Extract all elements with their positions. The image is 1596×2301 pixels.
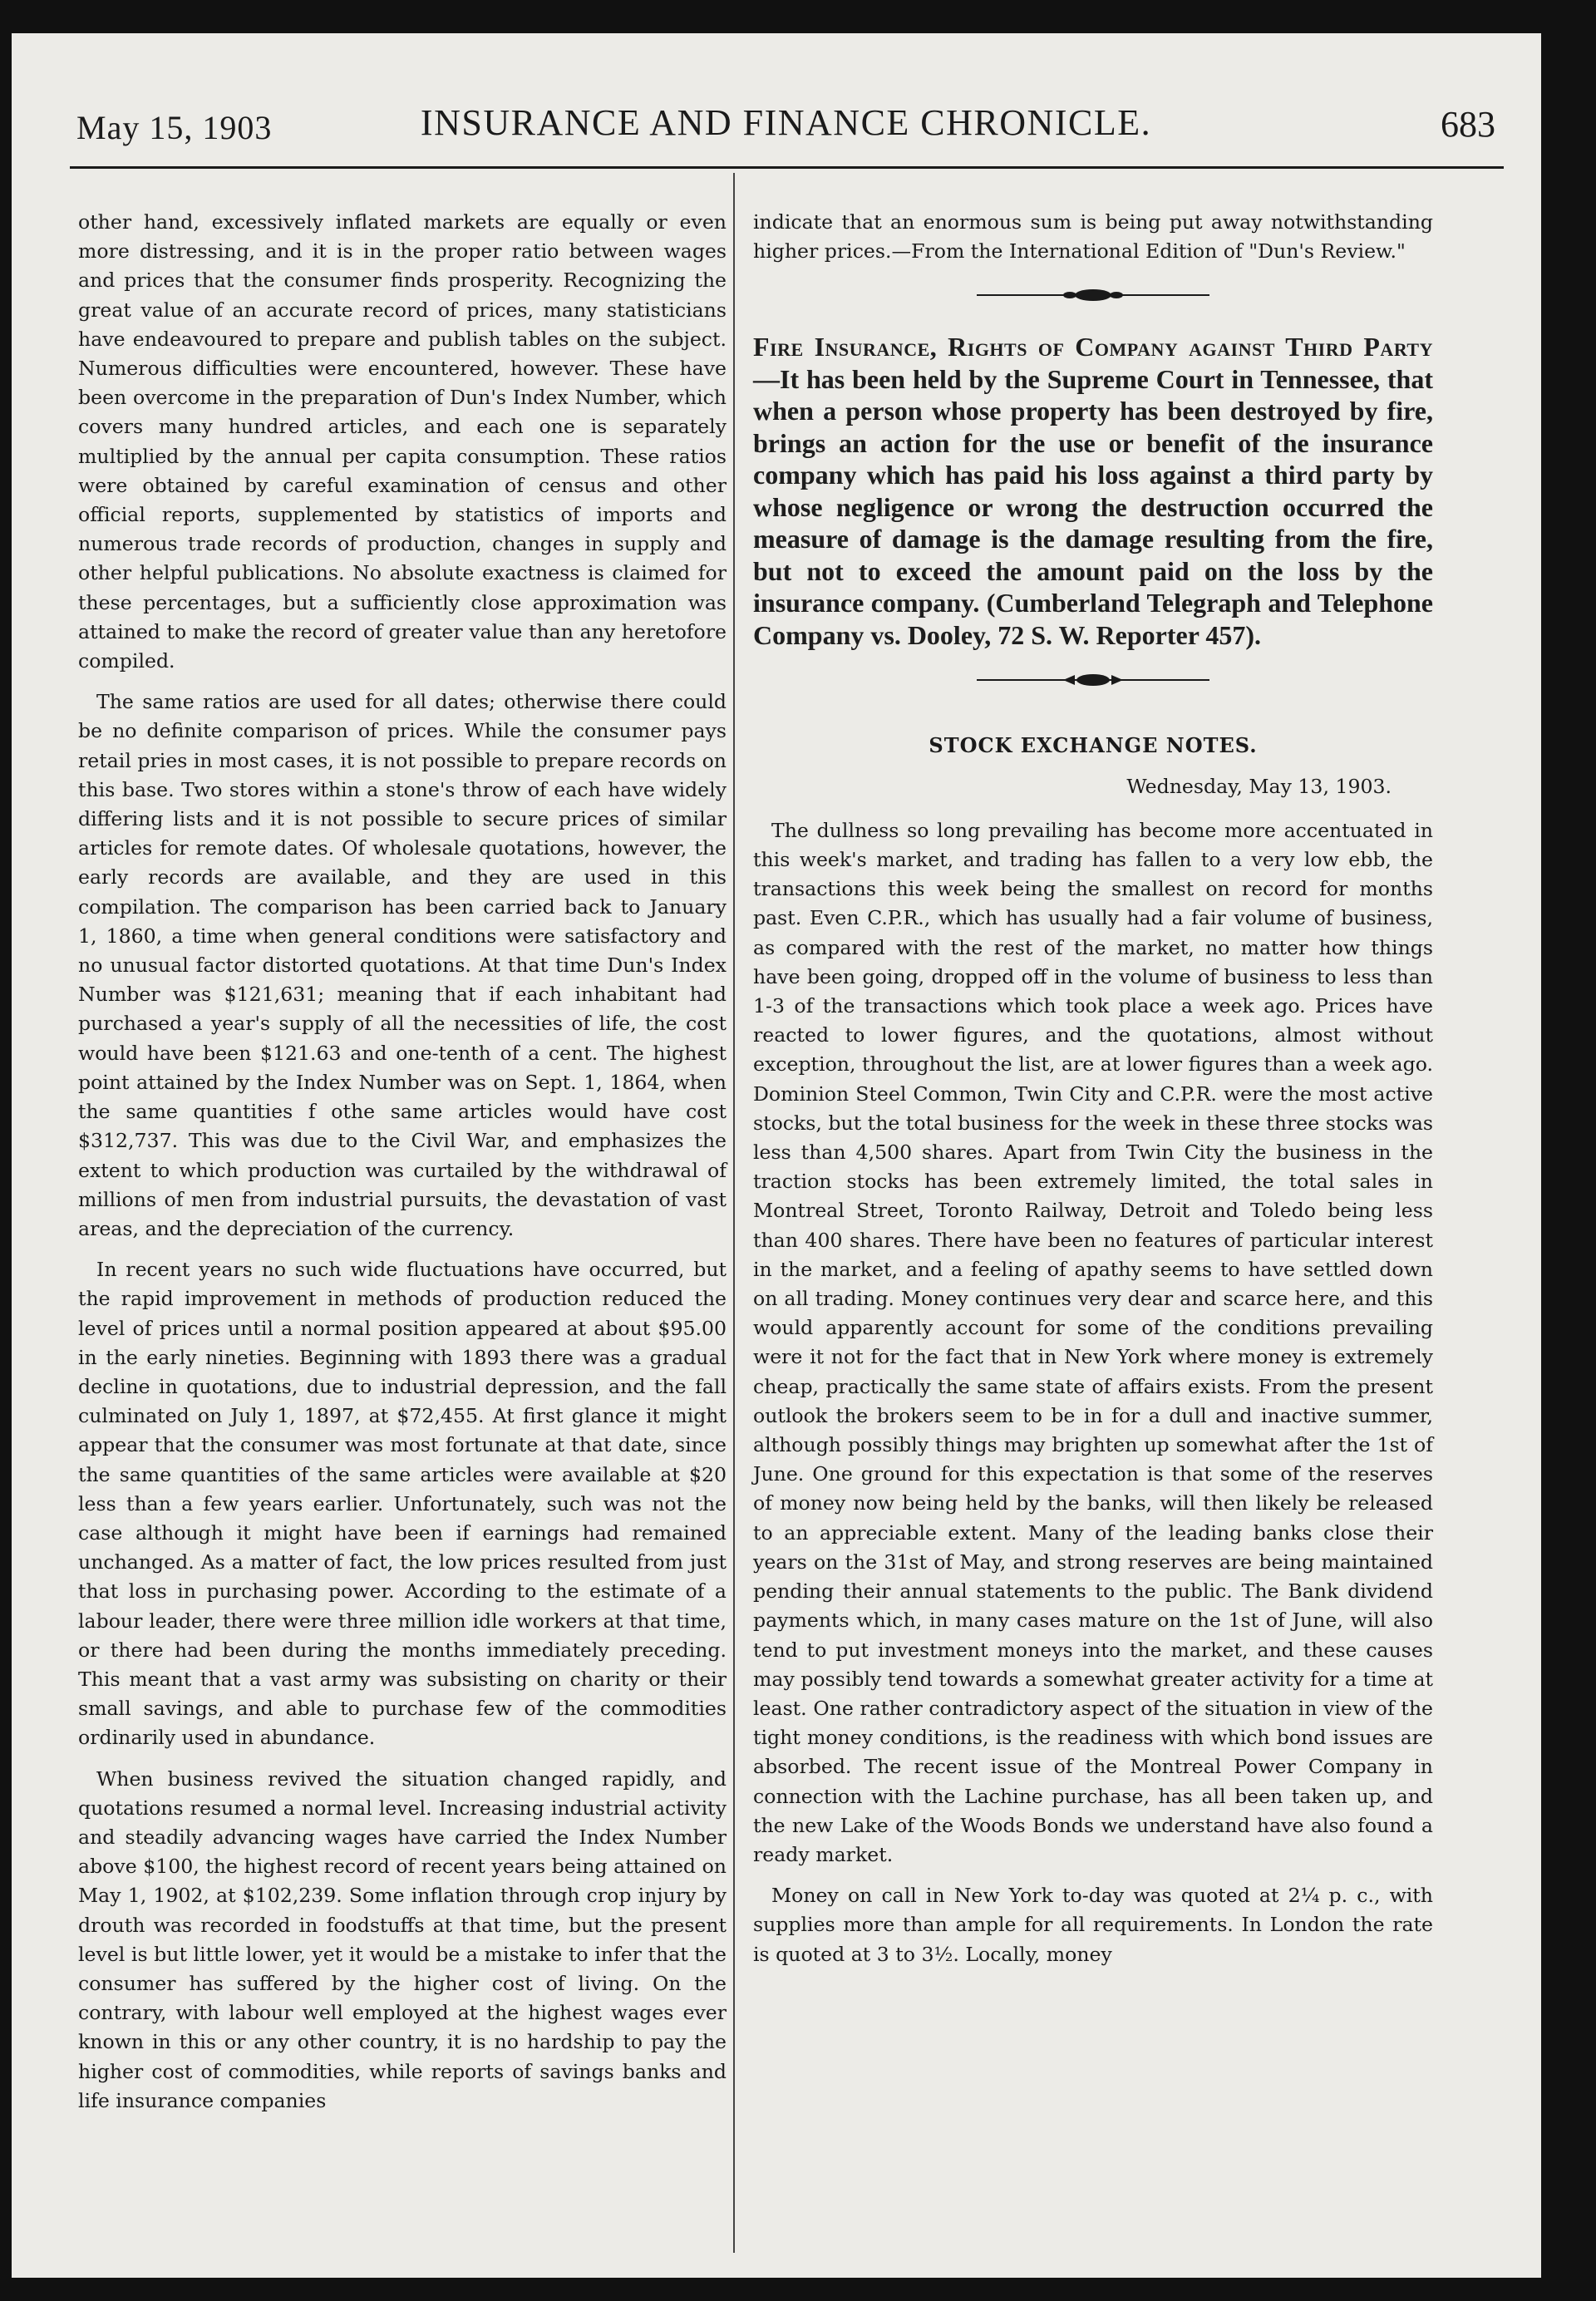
header-rule <box>70 166 1504 169</box>
dun-review-continuation: indicate that an enormous sum is being put away notwithstanding higher prices.—From the International Edition of "Dun's Review." <box>753 210 1433 264</box>
right-column <box>753 208 1433 1981</box>
left-paragraph-4: When business revived the situation changed rapidly, and quotations resumed a normal level. Increasing industrial activity and steadily advancing wages have carried the Index Number above $100, the highest record of recent years being attained on May 1, 1902, at $102,239. Some inflation through crop injury by drouth was recorded in foodstuffs at that time, but the present level is but little lower, yet it would be a mistake to infer that the consumer has suffered by the higher cost of living. On the contrary, with labour well employed at the highest wages ever known in this or any other country, it is no hardship to pay the higher cost of commodities, while reports of savings banks and life insurance companies <box>78 1766 727 2112</box>
stock-notes-dateline: Wednesday, May 13, 1903. <box>1126 774 1392 798</box>
left-paragraph-2: The same ratios are used for all dates; otherwise there could be no definite comparison of prices. While the consumer pays retail pries in most cases, it is not possible to prepare records on this base. Two stores within a stone's throw of each have widely differing lists and it is not possible to secure prices of similar articles for remote dates. Of wholesale quotations, however, the early records are available, and they are used in this compilation. The comparison has been carried back to January 1, 1860, a time when general conditions were satisfactory and no unusual factor distorted quotations. At that time Dun's Index Number was $121,631; meaning that if each inhabitant had purchased a year's supply of all the necessities of life, the cost would have been $121.63 and one-tenth of a cent. The highest point attained by the Index Number was on Sept. 1, 1864, when the same quantities f othe same articles would have cost $312,737. This was due to the Civil War, and emphasizes the extent to which production was curtailed by the withdrawal of millions of men from industrial pursuits, the devastation of vast areas, and the depreciation of the currency. <box>78 690 727 1240</box>
newspaper-page <box>12 33 1541 2278</box>
left-column <box>78 208 727 2127</box>
fire-item-title: Fire Insurance, Rights of Company against Third Party <box>753 332 1433 362</box>
header-page-number: 683 <box>1441 104 1495 145</box>
column-divider <box>733 173 735 2253</box>
stock-notes-paragraph-2: Money on call in New York to-day was quoted at 2¼ p. c., with supplies more than ample for all requirements. In London the rate is quoted at 3 to 3½. Locally, money <box>753 1884 1433 1966</box>
page-header <box>76 101 1495 160</box>
header-date: May 15, 1903 <box>76 109 273 146</box>
stock-notes-title: STOCK EXCHANGE NOTES. <box>929 733 1258 758</box>
left-paragraph-1: other hand, excessively inflated markets are equally or even more distressing, and it is in the proper ratio between wages and prices that the consumer finds prosperity. Recognizing the great value of an accurate record of prices, many statisticians have endeavoured to prepare and publish tables on the subject. Numerous difficulties were encountered, however. These have been overcome in the preparation of Dun's Index Number, which covers many hundred articles, and each one is separately multiplied by the annual per capita consumption. These ratios were obtained by careful examination of census and other official reports, supplemented by statistics of imports and numerous trade records of production, changes in supply and other helpful publications. No absolute exactness is claimed for these percentages, but a sufficiently close approximation was attained to make the record of greater value than any heretofore compiled. <box>78 210 727 673</box>
ornament-divider <box>753 284 1433 306</box>
stock-notes-paragraph-1: The dullness so long prevailing has become more accentuated in this week's market, and trading has fallen to a very low ebb, the transactions this week being the smallest on record for months past. Even C.P.R., which has usually had a fair volume of business, as compared with the rest of the market, no matter how things have been going, dropped off in the volume of business to less than 1-3 of the transactions which took place a week ago. Prices have reacted to lower figures, and the quotations, almost without exception, throughout the list, are at lower figures than a week ago. Dominion Steel Common, Twin City and C.P.R. were the most active stocks, but the total business for the week in these three stocks was less than 4,500 shares. Apart from Twin City the business in the traction stocks has been extremely limited, the total sales in Montreal Street, Toronto Railway, Detroit and Toledo being less than 400 shares. There have been no features of particular interest in the market, and a feeling of apathy seems to have settled down on all trading. Money continues very dear and scarce here, and this would apparently account for some of the conditions prevailing were it not for the fact that in New York where money is extremely cheap, practically the same state of affairs exists. From the present outlook the brokers seem to be in for a dull and inactive summer, although possibly things may brighten up somewhat after the 1st of June. One ground for this expectation is that some of the reserves of money now being held by the banks, will then likely be released to an appreciable extent. Many of the leading banks close their years on the 31st of May, and strong reserves are being maintained pending their annual statements to the public. The Bank dividend payments which, in many cases mature on the 1st of June, will also tend to put investment moneys into the market, and these causes may possibly tend towards a somewhat greater activity for a time at least. One rather contradictory aspect of the situation in view of the tight money conditions, is the readiness with which bond issues are absorbed. The recent issue of the Montreal Power Company in connection with the Lachine purchase, has all been taken up, and the new Lake of the Woods Bonds we understand have also found a ready market. <box>753 818 1433 1866</box>
header-title: INSURANCE AND FINANCE CHRONICLE. <box>420 102 1152 143</box>
fire-insurance-item <box>753 331 1433 651</box>
fire-item-body: —It has been held by the Supreme Court in Tennessee, that when a person whose property has been destroyed by fire, brings an action for the use or benefit of the insurance company which has paid his loss against a third party by whose negligence or wrong the destruction occurred the measure of damage is the damage resulting from the fire, but not to exceed the amount paid on the loss by the insurance company. (Cumberland Telegraph and Telephone Company vs. Dooley, 72 S. W. Reporter 457). <box>753 363 1433 650</box>
ornament-divider-2 <box>753 669 1433 691</box>
left-paragraph-3: In recent years no such wide fluctuations have occurred, but the rapid improvement in methods of production reduced the level of prices until a normal position appeared at about $95.00 in the early nineties. Beginning with 1893 there was a gradual decline in quotations, due to industrial depression, and the fall culminated on July 1, 1897, at $72,455. At first glance it might appear that the consumer was most fortunate at that date, since the same quantities of the same articles were available at $20 less than a few years earlier. Unfortunately, such was not the case although it might have been if earnings had remained unchanged. As a matter of fact, the low prices resulted from just that loss in purchasing power. According to the estimate of a labour leader, there were three million idle workers at that time, or there had been during the months immediately preceding. This meant that a vast army was subsisting on charity or their small savings, and able to purchase few of the commodities ordinarily used in abundance. <box>78 1258 727 1750</box>
